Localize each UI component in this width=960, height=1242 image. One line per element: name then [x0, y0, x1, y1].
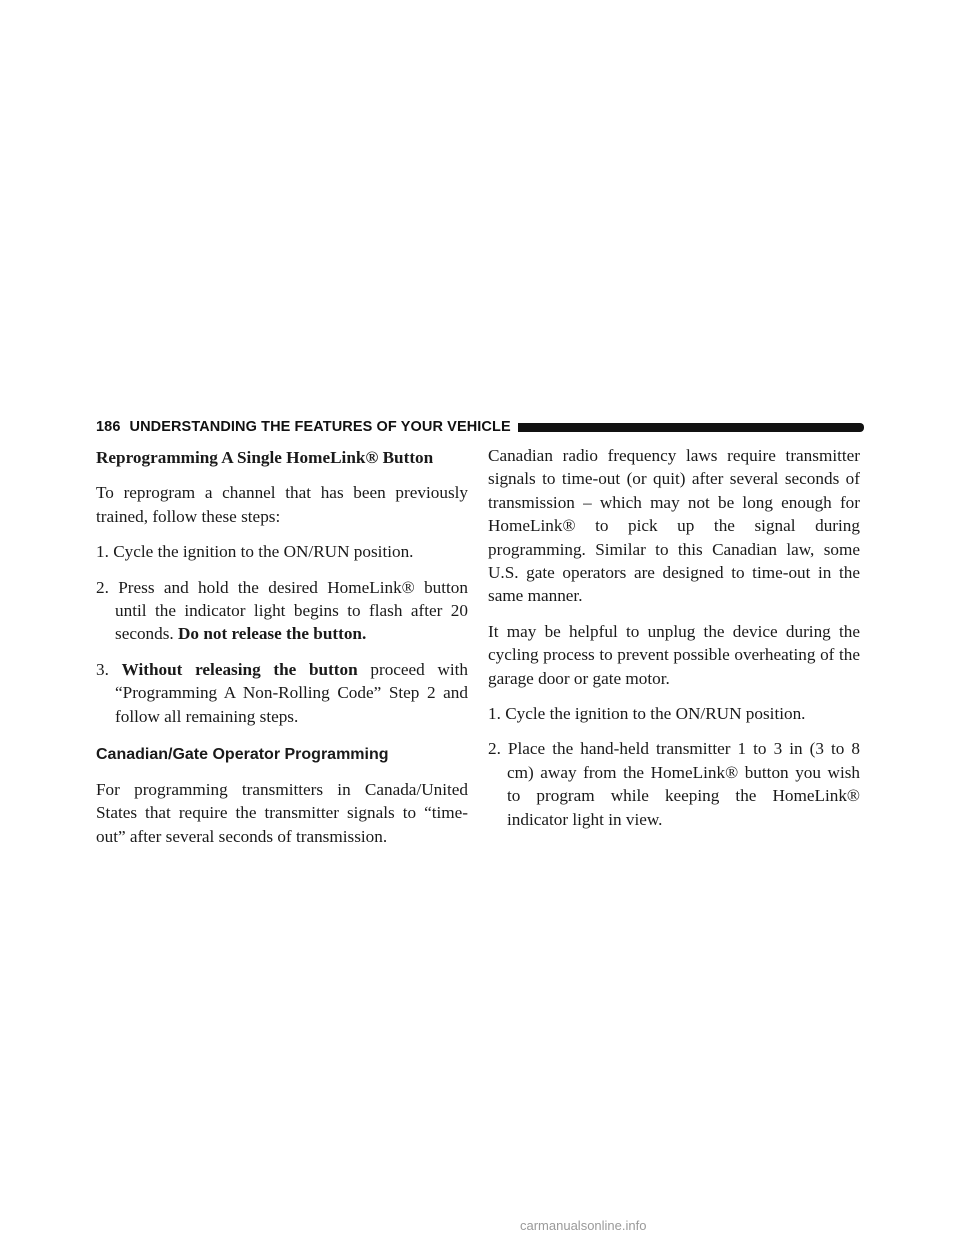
left-step-3-num: 3. [96, 659, 109, 679]
section-title: UNDERSTANDING THE FEATURES OF YOUR VEHICLE [129, 419, 511, 435]
left-step-1: 1. Cycle the ignition to the ON/RUN position. [96, 542, 414, 562]
left-step-3 [96, 658, 468, 728]
left-column [96, 446, 468, 860]
right-step-1: 1. Cycle the ignition to the ON/RUN position. [488, 704, 806, 724]
left-step-2-bold: Do not release the button. [178, 624, 367, 644]
watermark: carmanualsonline.info [520, 1218, 647, 1233]
reprogramming-heading: Reprogramming A Single HomeLink® Button [96, 448, 434, 467]
right-paragraph-2: It may be helpful to unplug the device during the cycling process to prevent possible overheating of the garage door or gate motor. [488, 621, 860, 688]
right-step-2: 2. Place the hand-held transmitter 1 to 3 in (3 to 8 cm) away from the HomeLink® button you wish to program while keeping the HomeLink® indicator light in view. [488, 739, 860, 829]
header-rule [518, 423, 864, 432]
left-step-3-bold: Without releasing the button [121, 659, 358, 679]
canadian-gate-paragraph: For programming transmitters in Canada/United States that require the transmitter signals to “time-out” after several seconds of transmission. [96, 780, 468, 846]
right-column [488, 444, 860, 843]
page-header [96, 417, 864, 437]
left-step-3-text: proceed with “Programming A Non-Rolling Code” Step 2 and follow all remaining steps. [115, 659, 469, 726]
page-number: 186 [96, 419, 121, 435]
left-step-2 [96, 576, 468, 646]
left-step-2-text: 2. Press and hold the desired HomeLink® button until the indicator light begins to flash after 20 seconds. [96, 577, 468, 644]
right-paragraph-1: Canadian radio frequency laws require transmitter signals to time-out (or quit) after several seconds of transmission – which may not be long enough for HomeLink® to pick up the signal during programming. Similar to this Canadian law, some U.S. gate operators are designed to time-out in the same manner. [488, 446, 860, 606]
canadian-gate-subheading: Canadian/Gate Operator Programming [96, 746, 389, 764]
intro-paragraph: To reprogram a channel that has been previously trained, follow these steps: [96, 483, 468, 526]
